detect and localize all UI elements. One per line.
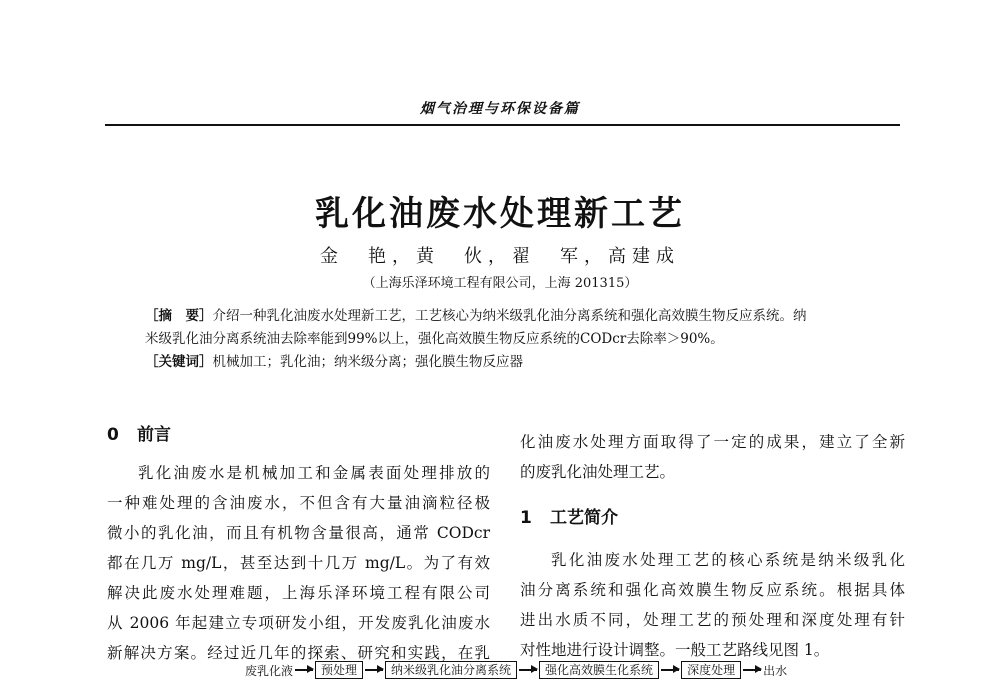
flow-arrow <box>365 669 383 671</box>
flow-step-membrane-bioreactor: 强化高效膜生化系统 <box>539 661 659 679</box>
keywords-text: 机械加工；乳化油；纳米级分离；强化膜生物反应器 <box>212 354 523 370</box>
abstract-label: ［摘 要］ <box>145 308 213 324</box>
section-0-line: 新解决方案。经过近几年的探索、研究和实践，在乳 <box>107 644 490 662</box>
section-1-line: 进出水质不同，处理工艺的预处理和深度处理有针 <box>520 611 905 629</box>
section-0-heading <box>107 420 490 450</box>
section-0-line: 微小的乳化油，而且有机物含量很高，通常 CODcr <box>107 524 490 542</box>
abstract-line-2: 米级乳化油分离系统油去除率能到99%以上，强化高效膜生物反应系统的CODcr去除率＞90%。 <box>145 331 724 347</box>
section-0-line: 解决此废水处理难题，上海乐泽环境工程有限公司 <box>107 584 490 602</box>
section-0-number: 0 <box>107 425 119 445</box>
header-rule <box>105 124 900 126</box>
flow-arrow <box>519 669 537 671</box>
running-header: 烟气治理与环保设备篇 <box>420 101 580 117</box>
section-1-line: 对性地进行设计调整。一般工艺路线见图 1。 <box>520 641 830 659</box>
section-1-heading <box>520 503 905 533</box>
article-title: 乳化油废水处理新工艺 <box>315 194 685 234</box>
left-column <box>107 420 490 668</box>
abstract-text-1: 介绍一种乳化油废水处理新工艺，工艺核心为纳米级乳化油分离系统和强化高效膜生物反应系统。纳 <box>212 308 807 324</box>
flow-step-pretreatment: 预处理 <box>315 661 363 679</box>
section-1-title: 工艺简介 <box>550 508 618 528</box>
flow-step-nano-separation: 纳米级乳化油分离系统 <box>385 661 517 679</box>
article-authors: 金 艳，黄 伙，翟 军，高建成 <box>320 246 680 267</box>
flow-arrow <box>661 669 679 671</box>
continued-line: 的废乳化油处理工艺。 <box>520 463 676 481</box>
flow-end-label: 出水 <box>763 663 788 678</box>
section-0-title: 前言 <box>137 425 171 445</box>
flow-arrow <box>743 669 761 671</box>
keywords-line <box>145 351 865 374</box>
keywords-label: ［关键词］ <box>145 354 213 370</box>
section-1-line: 油分离系统和强化高效膜生物反应系统。根据具体 <box>520 581 905 599</box>
flow-arrow <box>295 669 313 671</box>
section-0-line: 从 2006 年起建立专项研发小组，开发废乳化油废水 <box>107 614 490 632</box>
flow-start-label: 废乳化液 <box>245 663 294 678</box>
abstract-block <box>145 305 865 374</box>
process-flow-diagram <box>245 660 787 680</box>
right-column <box>520 420 905 665</box>
section-0-line: 乳化油废水是机械加工和金属表面处理排放的 <box>138 464 490 482</box>
section-0-line: 都在几万 mg/L，甚至达到十几万 mg/L。为了有效 <box>107 554 490 572</box>
article-affiliation: （上海乐泽环境工程有限公司，上海 201315） <box>362 276 638 291</box>
abstract-line-1 <box>145 305 865 328</box>
section-1-number: 1 <box>520 508 532 528</box>
flow-step-advanced-treatment: 深度处理 <box>681 661 741 679</box>
section-0-line: 一种难处理的含油废水，不但含有大量油滴粒径极 <box>107 494 490 512</box>
continued-line: 化油废水处理方面取得了一定的成果，建立了全新 <box>520 433 905 451</box>
section-1-line: 乳化油废水处理工艺的核心系统是纳米级乳化 <box>551 551 905 569</box>
